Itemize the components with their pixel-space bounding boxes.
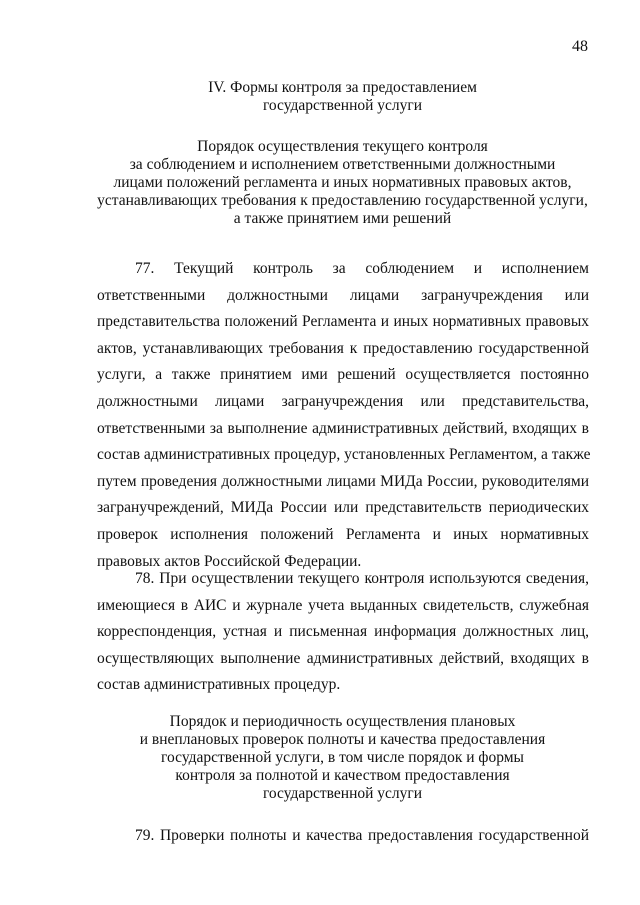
subheading-line: контроля за полнотой и качеством предоставления bbox=[175, 767, 510, 784]
paragraph-line: 77. Текущий контроль за соблюдением и исполнением bbox=[135, 260, 589, 277]
subheading-inspections bbox=[60, 713, 625, 803]
paragraph-line: ответственными должностными лицами загранучреждения или bbox=[97, 286, 589, 304]
paragraph-line: корреспонденция, устная и письменная информация должностных лиц, bbox=[97, 623, 589, 641]
paragraph-line: 78. При осуществлении текущего контроля используются сведения, bbox=[135, 570, 589, 587]
subheading-current-control bbox=[60, 138, 625, 228]
subheading-line: Порядок осуществления текущего контроля bbox=[197, 138, 488, 155]
page-number: 48 bbox=[572, 38, 588, 55]
paragraph-line: загранучреждений, МИДа России или представительств периодических bbox=[97, 499, 589, 517]
paragraph-line: путем проведения должностными лицами МИДа России, руководителями bbox=[97, 472, 589, 490]
paragraph-78 bbox=[97, 566, 589, 699]
paragraph-line: услуги, а также принятием ими решений осуществляется постоянно bbox=[97, 366, 589, 384]
subheading-line: государственной услуги bbox=[262, 785, 423, 802]
paragraph-79 bbox=[97, 823, 589, 850]
paragraph-line: состав административных процедур, установленных Регламентом, а также bbox=[97, 446, 591, 464]
paragraph-line: имеющиеся в АИС и журнале учета выданных свидетельств, служебная bbox=[97, 596, 589, 614]
section-title-line: государственной услуги bbox=[262, 97, 423, 114]
paragraph-line: проверок исполнения положений Регламента и иных нормативных bbox=[97, 525, 589, 543]
paragraph-line: актов, устанавливающих требования к предоставлению государственной bbox=[97, 339, 589, 357]
subheading-line: устанавливающих требования к предоставлению государственной услуги, bbox=[97, 192, 588, 209]
paragraph-line: представительства положений Регламента и иных нормативных правовых bbox=[97, 313, 589, 331]
paragraph-line: 79. Проверки полноты и качества предоставления государственной bbox=[135, 827, 589, 844]
subheading-line: лицами положений регламента и иных нормативных правовых актов, bbox=[113, 174, 572, 191]
subheading-line: за соблюдением и исполнением ответственными должностными bbox=[129, 156, 556, 173]
subheading-line: и внеплановых проверок полноты и качества предоставления bbox=[139, 731, 546, 748]
paragraph-line: ответственными за выполнение административных действий, входящих в bbox=[97, 419, 589, 437]
subheading-line: государственной услуги, в том числе порядок и формы bbox=[161, 749, 524, 766]
section-title-line: IV. Формы контроля за предоставлением bbox=[208, 79, 477, 96]
section-title bbox=[60, 79, 625, 115]
paragraph-line: должностными лицами загранучреждения или представительства, bbox=[97, 392, 589, 410]
paragraph-line: осуществляющих выполнение административных действий, входящих в bbox=[97, 649, 589, 667]
paragraph-line: правовых актов Российской Федерации. bbox=[97, 552, 362, 570]
subheading-line: а также принятием ими решений bbox=[233, 210, 452, 227]
paragraph-line: состав административных процедур. bbox=[97, 676, 341, 694]
subheading-line: Порядок и периодичность осуществления плановых bbox=[169, 713, 516, 730]
paragraph-77 bbox=[97, 256, 589, 575]
